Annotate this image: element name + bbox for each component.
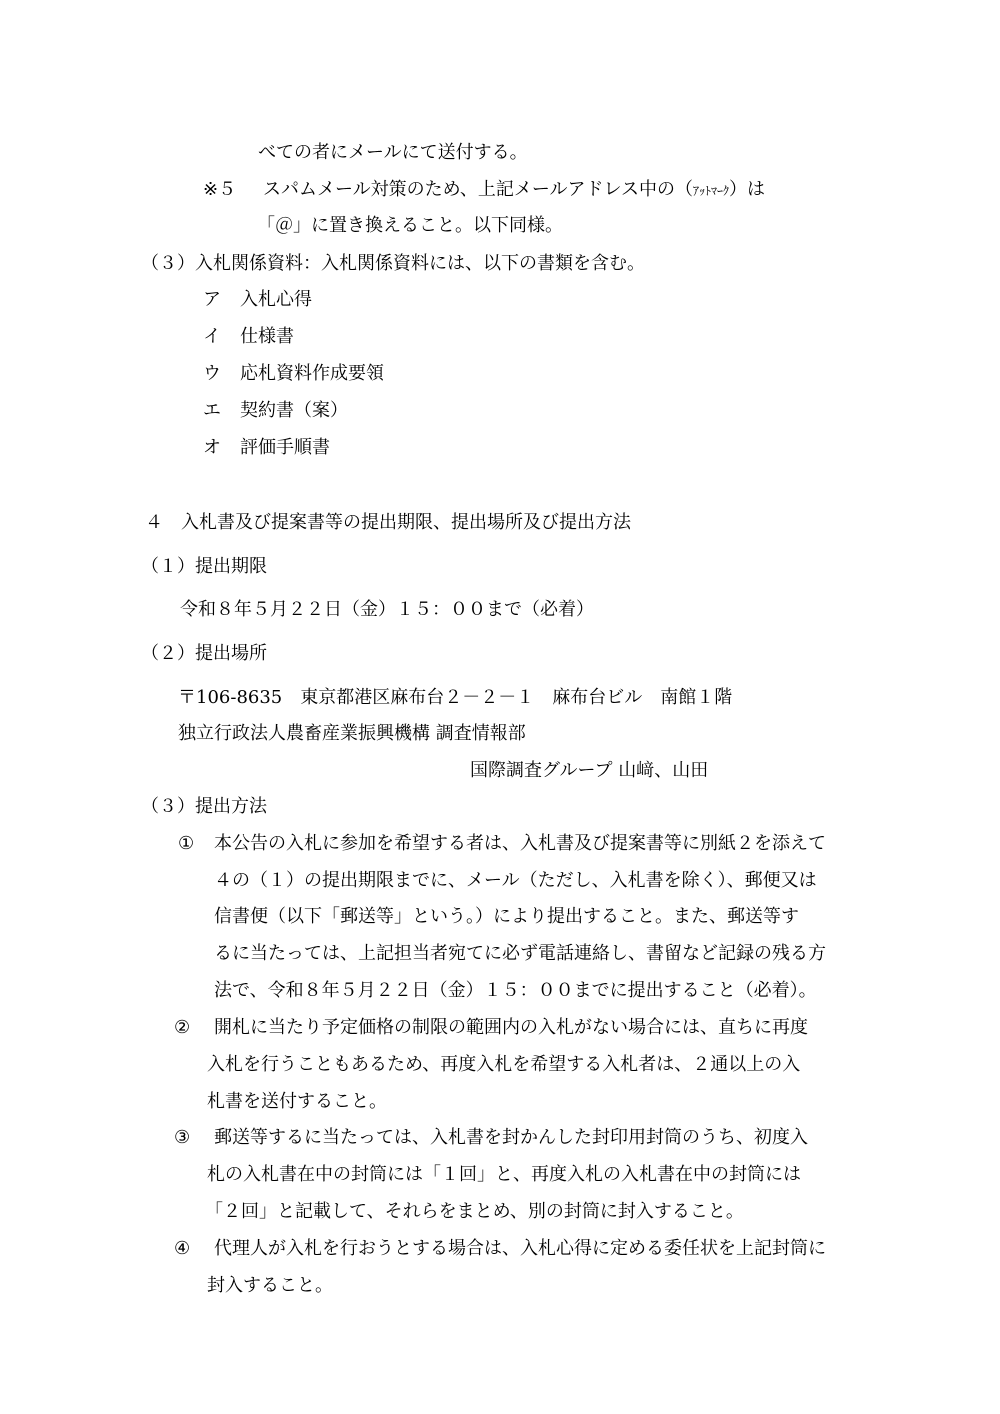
method-line: 入札を行うこともあるため、再度入札を希望する入札者は、２通以上の入 xyxy=(207,1054,801,1075)
doc-item-text: 契約書（案） xyxy=(240,400,348,421)
method-line: 法で、令和８年５月２２日（金）１５：００までに提出すること（必着）。 xyxy=(214,980,817,1001)
method-line: 札書を送付すること。 xyxy=(207,1091,387,1112)
method-line: 郵送等するに当たっては、入札書を封かんした封印用封筒のうち、初度入 xyxy=(214,1127,808,1148)
method-line: 信書便（以下「郵送等」という。）により提出すること。また、郵送等す xyxy=(214,906,799,927)
place-heading: （２）提出場所 xyxy=(141,643,267,664)
address: 〒106-8635 東京都港区麻布台２－２－１ 麻布台ビル 南館１階 xyxy=(178,687,733,708)
note-5-line-1 xyxy=(263,178,765,203)
deadline-text: 令和８年５月２２日（金）１５：００まで（必着） xyxy=(180,599,594,620)
method-mark: ① xyxy=(178,833,195,854)
doc-item-mark: ウ xyxy=(203,363,221,384)
doc-item-mark: エ xyxy=(203,400,221,421)
note-5-text-a: スパムメール対策のため、上記メールアドレス中の（ xyxy=(263,179,694,200)
deadline-heading: （１）提出期限 xyxy=(141,556,267,577)
method-mark: ③ xyxy=(174,1127,191,1148)
contact-group: 国際調査グループ 山﨑、山田 xyxy=(470,760,709,781)
docs-heading: （３）入札関係資料：入札関係資料には、以下の書類を含む。 xyxy=(141,253,645,274)
doc-item-text: 応札資料作成要領 xyxy=(240,363,384,384)
section-4-title: ４ 入札書及び提案書等の提出期限、提出場所及び提出方法 xyxy=(145,512,631,533)
method-line: 封入すること。 xyxy=(207,1275,333,1296)
note-5-text-b: ）は xyxy=(729,179,766,200)
method-line: 札の入札書在中の封筒には「１回」と、再度入札の入札書在中の封筒には xyxy=(207,1164,801,1185)
organization: 独立行政法人農畜産業振興機構 調査情報部 xyxy=(178,723,526,744)
method-mark: ② xyxy=(174,1017,191,1038)
note-5-line-2: 「＠」に置き換えること。以下同様。 xyxy=(257,215,563,236)
doc-item-mark: イ xyxy=(203,326,221,347)
note-5-mark: ※５ xyxy=(203,179,237,200)
method-line: 本公告の入札に参加を希望する者は、入札書及び提案書等に別紙２を添えて xyxy=(214,833,826,854)
doc-item-mark: ア xyxy=(203,289,221,310)
method-line: ４の（１）の提出期限までに、メール（ただし、入札書を除く）、郵便又は xyxy=(214,870,817,891)
method-line: 代理人が入札を行おうとする場合は、入札心得に定める委任状を上記封筒に xyxy=(214,1238,826,1259)
method-line: 開札に当たり予定価格の制限の範囲内の入札がない場合には、直ちに再度 xyxy=(214,1017,808,1038)
at-mark-word: ｱｯﾄﾏｰｸ xyxy=(693,184,730,198)
doc-item-text: 仕様書 xyxy=(240,326,294,347)
doc-item-mark: オ xyxy=(203,437,221,458)
method-heading: （３）提出方法 xyxy=(141,796,267,817)
method-mark: ④ xyxy=(174,1238,191,1259)
method-line: るに当たっては、上記担当者宛てに必ず電話連絡し、書留など記録の残る方 xyxy=(214,943,826,964)
doc-item-text: 入札心得 xyxy=(240,289,312,310)
continued-text: べての者にメールにて送付する。 xyxy=(258,142,528,163)
method-line: 「２回」と記載して、それらをまとめ、別の封筒に封入すること。 xyxy=(205,1201,744,1222)
doc-item-text: 評価手順書 xyxy=(240,437,330,458)
